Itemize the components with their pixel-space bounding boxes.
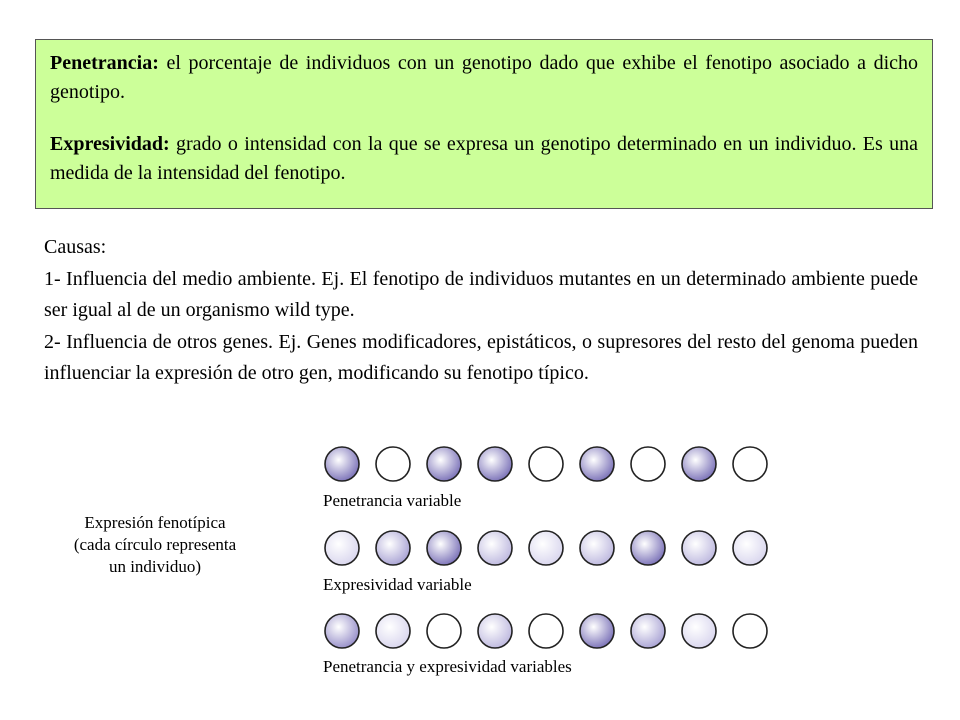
individual-circle (631, 531, 665, 565)
individual-circle (427, 447, 461, 481)
individual-circle (325, 614, 359, 648)
individual-circle (325, 531, 359, 565)
expresividad-term: Expresividad: (50, 133, 170, 155)
individual-circle (733, 614, 767, 648)
individual-circle (427, 614, 461, 648)
definitions-box (35, 39, 933, 209)
caption-line-3: un individuo) (108, 557, 202, 576)
individual-circle (733, 447, 767, 481)
individual-circle (529, 447, 563, 481)
expresividad-definition (50, 130, 918, 188)
cause-item-1: 1- Influencia del medio ambiente. Ej. El fenotipo de individuos mutantes en un determinado ambiente puede ser igual al de un organismo wild type. (44, 267, 918, 321)
row-label-penetrancia: Penetrancia variable (323, 491, 462, 510)
individuals-row-both (323, 611, 783, 651)
causes-heading: Causas: (44, 236, 107, 258)
expresividad-text: grado o intensidad con la que se expresa un genotipo determinado en un individuo. Es una medida de la intensidad del fenotipo. (50, 133, 918, 184)
penetrancia-term: Penetrancia: (50, 52, 159, 74)
causes-section (44, 232, 918, 390)
figure-caption (40, 512, 270, 578)
individuals-row-expresividad (323, 528, 783, 568)
individual-circle (478, 614, 512, 648)
individual-circle (733, 531, 767, 565)
penetrancia-definition (50, 49, 918, 107)
caption-line-1: Expresión fenotípica (84, 513, 226, 532)
individuals-row-penetrancia (323, 444, 783, 484)
individual-circle (580, 614, 614, 648)
row-label-both: Penetrancia y expresividad variables (323, 657, 572, 676)
individual-circle (631, 614, 665, 648)
individual-circle (376, 447, 410, 481)
individual-circle (529, 614, 563, 648)
individual-circle (580, 447, 614, 481)
individual-circle (478, 447, 512, 481)
penetrancia-text: el porcentaje de individuos con un genotipo dado que exhibe el fenotipo asociado a dicho genotipo. (50, 52, 918, 103)
individual-circle (325, 447, 359, 481)
individual-circle (376, 614, 410, 648)
individual-circle (427, 531, 461, 565)
individual-circle (682, 614, 716, 648)
individual-circle (529, 531, 563, 565)
individual-circle (478, 531, 512, 565)
individual-circle (580, 531, 614, 565)
individual-circle (682, 447, 716, 481)
caption-line-2: (cada círculo representa (73, 535, 237, 554)
individual-circle (682, 531, 716, 565)
individual-circle (376, 531, 410, 565)
row-label-expresividad: Expresividad variable (323, 575, 472, 594)
cause-item-2: 2- Influencia de otros genes. Ej. Genes modificadores, epistáticos, o supresores del resto del genoma pueden influenciar la expresión de otro gen, modificando su fenotipo típico. (44, 330, 918, 384)
individual-circle (631, 447, 665, 481)
